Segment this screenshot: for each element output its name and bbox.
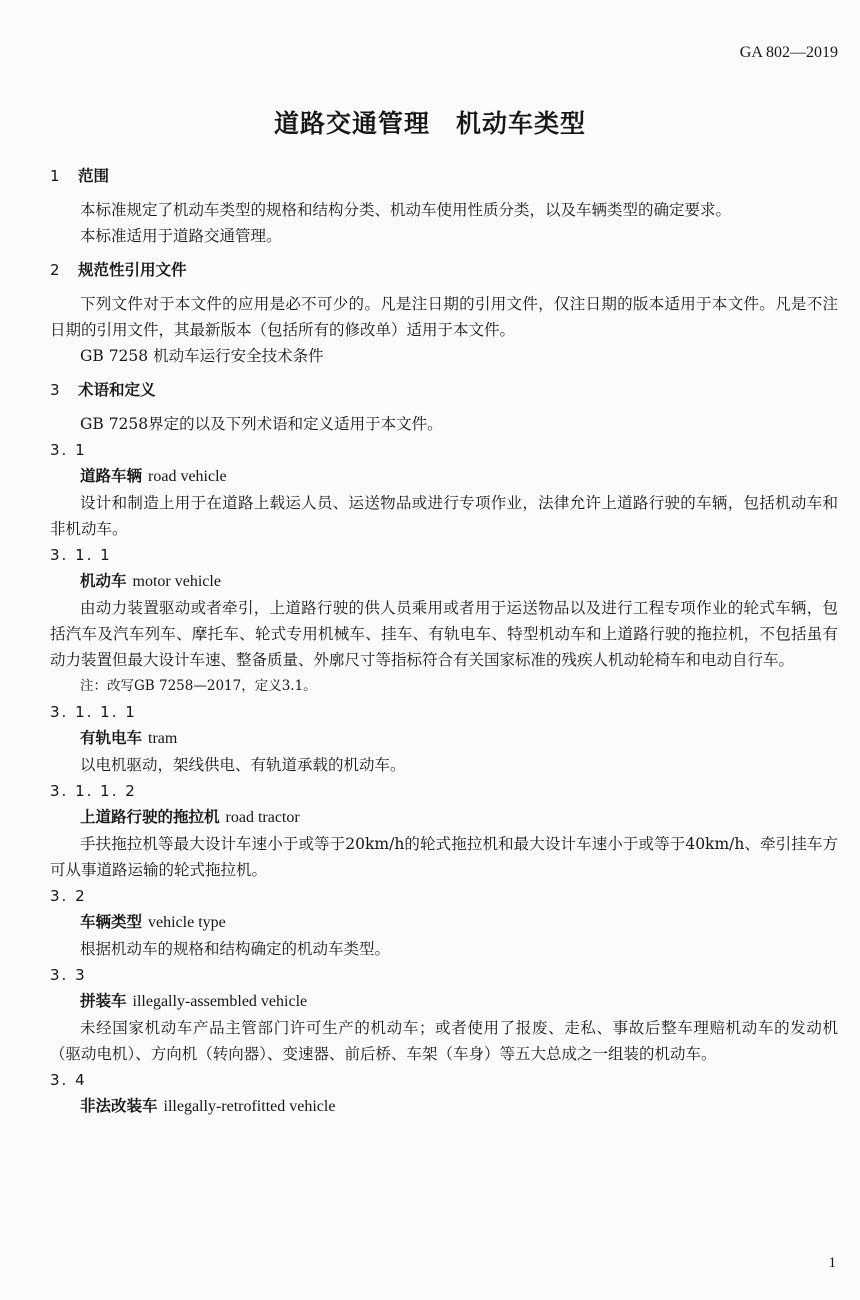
- term-title: 非法改装车 illegally-retrofitted vehicle: [80, 1097, 336, 1115]
- paragraph: 下列文件对于本文件的应用是必不可少的。凡是注日期的引用文件，仅注日期的版本适用于本文件。凡是不注日期的引用文件，其最新版本（包括所有的修改单）适用于本文件。: [50, 295, 838, 339]
- term-number: 3. 3: [50, 966, 87, 984]
- paragraph: 本标准适用于道路交通管理。: [80, 227, 282, 245]
- term-number: 3. 4: [50, 1071, 87, 1089]
- section-heading: 3 术语和定义: [50, 381, 156, 399]
- term-title: 拼装车 illegally-assembled vehicle: [80, 992, 308, 1010]
- term-title: 机动车 motor vehicle: [80, 572, 221, 590]
- term-definition: 手扶拖拉机等最大设计车速小于或等于20km/h的轮式拖拉机和最大设计车速小于或等于40km/h、牵引挂车方可从事道路运输的轮式拖拉机。: [50, 835, 838, 879]
- standard-code: GA 802—2019: [739, 44, 838, 61]
- term-number: 3. 1. 1: [50, 546, 112, 564]
- term-title: 车辆类型 vehicle type: [80, 913, 226, 931]
- paragraph: 本标准规定了机动车类型的规格和结构分类、机动车使用性质分类，以及车辆类型的确定要求。: [80, 201, 732, 219]
- term-title: 有轨电车 tram: [80, 729, 178, 747]
- note: 注：改写GB 7258—2017，定义3.1。: [80, 678, 317, 694]
- term-definition: 设计和制造上用于在道路上载运人员、运送物品或进行专项作业，法律允许上道路行驶的车辆，包括机动车和非机动车。: [50, 494, 838, 538]
- term-number: 3. 2: [50, 887, 87, 905]
- reference-item: GB 7258 机动车运行安全技术条件: [80, 347, 324, 365]
- document-body: [50, 163, 838, 1120]
- term-number: 3. 1: [50, 441, 87, 459]
- term-number: 3. 1. 1. 2: [50, 782, 137, 800]
- term-definition: 根据机动车的规格和结构确定的机动车类型。: [80, 940, 391, 958]
- term-title: 上道路行驶的拖拉机 road tractor: [80, 808, 300, 826]
- page-number: 1: [828, 1255, 836, 1271]
- term-title: 道路车辆 road vehicle: [80, 467, 227, 485]
- section-heading: 2 规范性引用文件: [50, 261, 187, 279]
- page-title: 道路交通管理 机动车类型: [273, 109, 586, 138]
- term-definition: 由动力装置驱动或者牵引，上道路行驶的供人员乘用或者用于运送物品以及进行工程专项作业的轮式车辆，包括汽车及汽车列车、摩托车、轮式专用机械车、挂车、有轨电车、特型机动车和上道路行驶的拖拉机，不包括虽有动力装置但最大设计车速、整备质量、外廓尺寸等指标符合有关国家标准的残疾人机动轮椅车和电动自行车。: [50, 599, 838, 669]
- section-heading: 1 范围: [50, 167, 110, 185]
- term-definition: 以电机驱动，架线供电、有轨道承载的机动车。: [80, 756, 406, 774]
- term-definition: 未经国家机动车产品主管部门许可生产的机动车；或者使用了报废、走私、事故后整车理赔机动车的发动机（驱动电机）、方向机（转向器）、变速器、前后桥、车架（车身）等五大总成之一组装的机动车。: [50, 1019, 838, 1063]
- term-number: 3. 1. 1. 1: [50, 703, 137, 721]
- paragraph: GB 7258界定的以及下列术语和定义适用于本文件。: [80, 415, 443, 433]
